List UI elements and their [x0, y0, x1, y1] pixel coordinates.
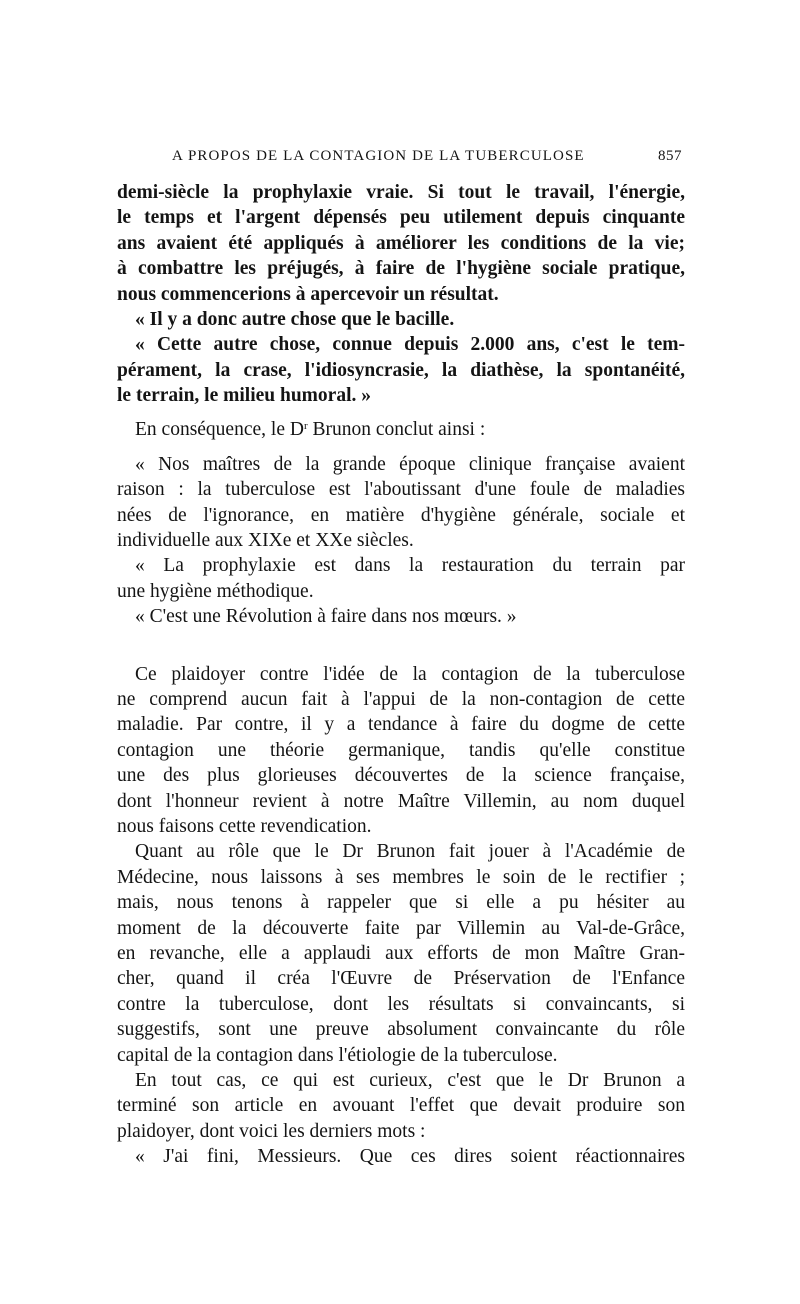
text-line: suggestifs, sont une preuve absolument convaincante du rôle [117, 1019, 685, 1041]
text-line: nous faisons cette revendication. [117, 815, 372, 837]
text-line: à combattre les préjugés, à faire de l'hygiène sociale pratique, [117, 258, 685, 280]
intro-text: Brunon conclut ainsi : [307, 418, 486, 440]
text-line: le terrain, le milieu humoral. » [117, 385, 371, 407]
text-line: une des plus glorieuses découvertes de la science française, [117, 765, 685, 787]
text-line: pérament, la crase, l'idiosyncrasie, la diathèse, la spontanéité, [117, 359, 685, 381]
quote-line: individuelle aux XIXe et XXe siècles. [117, 530, 414, 552]
text-line: contre la tuberculose, dont les résultats si convaincants, si [117, 993, 685, 1015]
text-line: moment de la découverte faite par Villemin au Val-de-Grâce, [117, 917, 685, 939]
intro-line [117, 417, 685, 442]
text-line: capital de la contagion dans l'étiologie de la tuberculose. [117, 1044, 558, 1066]
intro-text: En conséquence, le D [135, 418, 304, 440]
text-line: Ce plaidoyer contre l'idée de la contagion de la tuberculose [135, 663, 685, 685]
quote-line: « Nos maîtres de la grande époque clinique française avaient [135, 453, 685, 475]
text-line: cher, quand il créa l'Œuvre de Préservation de l'Enfance [117, 968, 685, 990]
quote-line: une hygiène méthodique. [117, 580, 314, 602]
text-line: terminé son article en avouant l'effet que devait produire son [117, 1095, 685, 1117]
running-head-title: A PROPOS DE LA CONTAGION DE LA TUBERCULOSE [172, 148, 585, 164]
page-number: 857 [658, 148, 682, 164]
text-line: « J'ai fini, Messieurs. Que ces dires soient réactionnaires [135, 1146, 685, 1168]
text-line: en revanche, elle a applaudi aux efforts de mon Maître Gran- [117, 942, 685, 964]
text-line: mais, nous tenons à rappeler que si elle a pu hésiter au [117, 892, 685, 914]
text-line: ne comprend aucun fait à l'appui de la non-contagion de cette [117, 689, 685, 711]
quote-line: raison : la tuberculose est l'aboutissant d'une foule de maladies [117, 479, 685, 501]
text-line: contagion une théorie germanique, tandis qu'elle constitue [117, 739, 685, 761]
text-line: Médecine, nous laissons à ses membres le soin de le rectifier ; [117, 866, 685, 888]
text-line: « Il y a donc autre chose que le bacille. [135, 308, 455, 330]
text-line: demi-siècle la prophylaxie vraie. Si tout le travail, l'énergie, [117, 182, 685, 203]
text-line: plaidoyer, dont voici les derniers mots : [117, 1120, 426, 1142]
text-line: « Cette autre chose, connue depuis 2.000 ans, c'est le tem- [135, 334, 685, 356]
text-line: nous commencerions à apercevoir un résultat. [117, 283, 499, 305]
quote-line: « C'est une Révolution à faire dans nos mœurs. » [135, 606, 517, 628]
quote-line: « La prophylaxie est dans la restauration du terrain par [135, 555, 685, 577]
text-line: ans avaient été appliqués à améliorer les conditions de la vie; [117, 232, 685, 254]
text-line: En tout cas, ce qui est curieux, c'est que le Dr Brunon a [135, 1069, 685, 1091]
doctor-superscript: r [303, 419, 308, 432]
text-line: le temps et l'argent dépensés peu utilement depuis cinquante [117, 207, 685, 229]
text-line: dont l'honneur revient à notre Maître Villemin, au nom duquel [117, 790, 685, 812]
text-line: Quant au rôle que le Dr Brunon fait jouer à l'Académie de [135, 841, 685, 863]
body-text [117, 180, 685, 1169]
text-line: maladie. Par contre, il y a tendance à faire du dogme de cette [117, 714, 685, 736]
quote-line: nées de l'ignorance, en matière d'hygiène générale, sociale et [117, 504, 685, 526]
